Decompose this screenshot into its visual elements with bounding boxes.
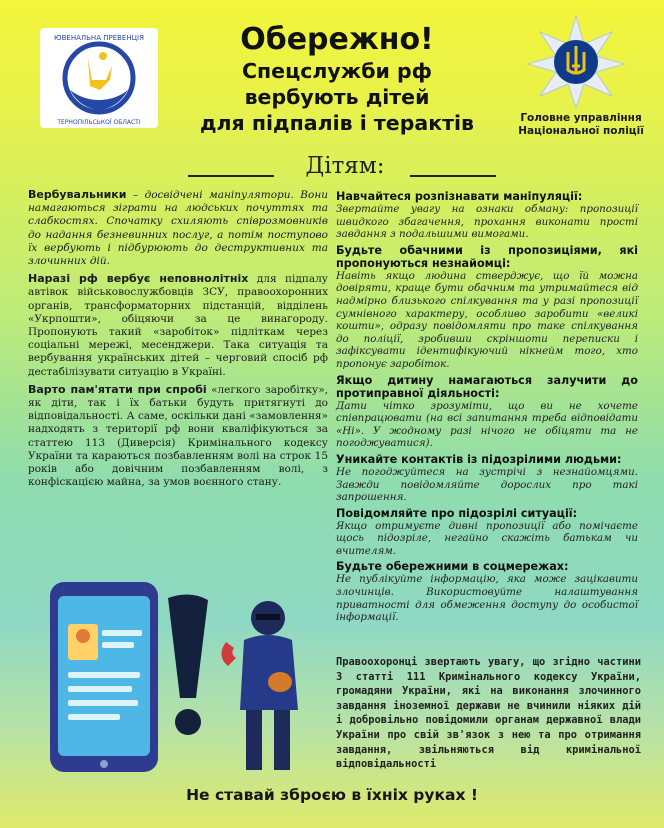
currently-text: для підпалу автівок військовослужбовців ЗСУ, правоохоронних органів, трансформаторних підстанцій, відділень «Укрпошти», обіцяючи за це винагороду. Пропонують такий «заробіток» підліткам через соціальні мережі, месенджери. Така ситуація та вербування українських дітей – черговий спосіб рф дестабілізувати ситуацію в Україні. [28, 273, 328, 378]
section-title-row [0, 153, 664, 183]
illustration [40, 570, 335, 780]
divider-right [410, 175, 496, 177]
recruiters-text: – досвідчені маніпулятори. Вони намагаються зіграти на людських почуттях та слабкостях. Спочатку схиляють співрозмовників до надання безневинних послуг, а потім поступово їх вербують і підбурюють до деструктивних та злочинних дій. [28, 189, 328, 268]
paragraph-recruiters [28, 188, 328, 268]
exclamation-mark [168, 594, 208, 735]
title-line-1: Обережно! [240, 22, 434, 57]
title-line-4: для підпалів і терактів [199, 111, 475, 135]
logo-bottom-text: ТЕРНОПІЛЬСЬКОЇ ОБЛАСТІ [57, 119, 141, 126]
divider-left [188, 175, 274, 177]
tip-text-6: Не публікуйте інформацію, яка може зацікавити злочинців. Використовуйте налаштування приватності для обмеження доступу до особистої інформації. [336, 573, 638, 624]
footer-slogan: Не ставай зброєю в їхніх руках ! [186, 786, 478, 804]
paragraph-currently [28, 272, 328, 379]
police-star-emblem [524, 14, 628, 110]
title-line-3: вербують дітей [244, 85, 430, 109]
currently-bold: Наразі рф вербує неповнолітніх [28, 272, 249, 286]
title-line-2: Спецслужби рф [241, 59, 433, 83]
police-caption-line-1: Головне управління [520, 112, 642, 124]
tip-title-4: Уникайте контактів із підозрілими людьми: [336, 452, 622, 466]
tip-text-3: Дати чітко зрозуміти, що ви не хочете співпрацювати (на всі запитання треба відповідати «Ні». У жодному разі нічого не обіцяти та не погоджуватися). [336, 399, 638, 450]
recruiters-bold: Вербувальники [28, 188, 127, 201]
smartphone-illustration [50, 582, 158, 772]
tip-text-1: Звертайте увагу на ознаки обману: пропозиції швидкого збагачення, прохання виконати прості завдання з подальшими вимогами. [336, 203, 638, 241]
tip-text-5: Якщо отримуєте дивні пропозиції або помічаєте щось підозріле, негайно скажіть батькам чи вчителям. [336, 519, 638, 557]
police-caption-line-2: Національної поліції [518, 125, 644, 137]
tip-title-2: Будьте обачними із пропозиціями, які пропонуються незнайомці: [336, 243, 638, 270]
remember-bold: Варто пам'ятати при спробі [28, 382, 207, 396]
paragraph-remember [28, 383, 328, 490]
juvenile-prevention-logo [40, 28, 158, 128]
magnet-icon [221, 642, 236, 666]
headline [172, 22, 502, 136]
tip-text-4: Не погоджуйтеся на зустрічі з незнайомцями. Завжди повідомляйте дорослих про такі запрошення. [336, 465, 638, 504]
right-column [336, 190, 638, 627]
legal-notice: Правоохоронці звертають увагу, що згідно частини 3 статті 111 Кримінального кодексу України, громадяни України, які на виконання злочинного завдання іноземної держави не вчинили ніяких дій і добровільно повідомили органам державної влади України про свій зв'язок з нею та про отримання завдання, звільняються від кримінальної відповідальності [336, 656, 641, 771]
left-column [28, 188, 328, 493]
tip-title-5: Повідомляйте про підозрілі ситуації: [336, 506, 578, 520]
tip-text-2: Навіть якщо людина стверджує, що їй можна довіряти, краще бути обачним та утримайтеся від надмірно близького спілкування та у разі пропозиції сумнівного характеру, особливо заробити «великі кошти», одразу повідомляти про таке спілкування до поліції, зробивши скріншоти переписки і зафіксувати ідентифікуючий нікнейм того, хто пропонує заробіток. [336, 269, 638, 370]
remember-text: «легкого заробітку», як діти, так і їх батьки будуть притягнуті до відповідальності. А саме, оскільки дані «замовлення» надходять з території рф вони кваліфікуються за статтею 113 (Диверсія) Кримінального кодексу України та караються позбавленням волі на строк 15 років або довічним позбавленням волі, з конфіскацією майна, за умов воєнного стану. [28, 383, 328, 489]
tip-title-3: Якщо дитину намагаються залучити до протиправної діяльності: [336, 373, 638, 400]
tip-title-1: Навчайтеся розпізнавати маніпуляції: [336, 190, 583, 203]
police-caption [506, 112, 656, 138]
hacker-figure [240, 601, 298, 770]
tip-title-6: Будьте обережними в соцмережах: [336, 560, 569, 574]
logo-top-text: ЮВЕНАЛЬНА ПРЕВЕНЦІЯ [54, 34, 144, 42]
section-title: Дітям: [305, 153, 385, 179]
